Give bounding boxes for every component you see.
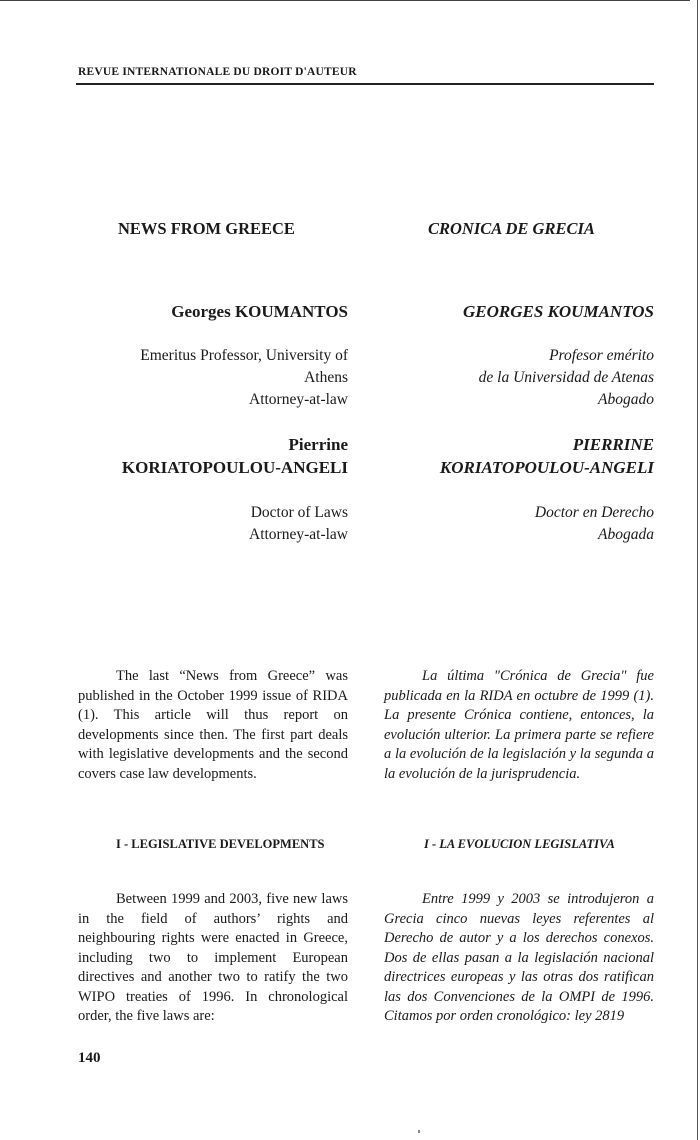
english-author1-name: Georges KOUMANTOS <box>171 302 348 321</box>
spanish-author1-affiliation <box>384 345 654 411</box>
english-section-heading: I - LEGISLATIVE DEVELOPMENTS <box>116 837 325 851</box>
author-name-line: KORIATOPOULOU-ANGELI <box>439 458 654 477</box>
page-number: 140 <box>78 1050 101 1066</box>
affiliation-line: Profesor emérito <box>549 347 654 364</box>
english-section-paragraph: Between 1999 and 2003, five new laws in the field of authors’ rights and neighbouring rights were enacted in Greece, including two to implement European directives and another two to ratify the two WIPO treaties of 1996. In chronological order, the five laws are: <box>78 891 348 1024</box>
affiliation-line: Doctor en Derecho <box>534 504 654 521</box>
spanish-title: CRONICA DE GRECIA <box>428 219 595 238</box>
english-author2-affiliation <box>78 502 348 546</box>
spanish-intro-paragraph: La última "Crónica de Grecia" fue publicada en la RIDA en octubre de 1999 (1). La presente Crónica contiene, entonces, la evolución ulterior. La primera parte se refiere a la evolución de la legislación y la segunda a la evolución de la jurisprudencia. <box>384 668 654 782</box>
author-name-line: PIERRINE <box>572 435 654 454</box>
affiliation-line: Doctor of Laws <box>250 504 348 521</box>
affiliation-line: Athens <box>304 369 348 386</box>
affiliation-line: Abogada <box>598 526 654 543</box>
scan-speck <box>418 1130 420 1133</box>
running-header: REVUE INTERNATIONALE DU DROIT D'AUTEUR <box>78 66 357 78</box>
author-name-line: KORIATOPOULOU-ANGELI <box>121 458 348 477</box>
affiliation-line: Attorney-at-law <box>249 391 348 408</box>
author-name-line: Pierrine <box>288 435 348 454</box>
scan-edge-right <box>697 0 698 1140</box>
english-author2-name <box>78 433 348 479</box>
english-title: NEWS FROM GREECE <box>118 219 295 238</box>
affiliation-line: Abogado <box>598 391 654 408</box>
spanish-section-heading: I - LA EVOLUCION LEGISLATIVA <box>424 837 615 851</box>
header-rule <box>76 83 654 85</box>
english-intro-paragraph: The last “News from Greece” was published in the October 1999 issue of RIDA (1). This article will thus report on developments since then. The first part deals with legislative developments and the second covers case law developments. <box>78 668 348 782</box>
affiliation-line: Attorney-at-law <box>249 526 348 543</box>
spanish-author2-affiliation <box>384 502 654 546</box>
scan-edge-top <box>0 0 690 1</box>
spanish-author1-name: GEORGES KOUMANTOS <box>463 302 654 321</box>
affiliation-line: Emeritus Professor, University of <box>140 347 348 364</box>
affiliation-line: de la Universidad de Atenas <box>478 369 654 386</box>
english-author1-affiliation <box>78 345 348 411</box>
spanish-author2-name <box>384 433 654 479</box>
spanish-section-paragraph: Entre 1999 y 2003 se introdujeron a Grecia cinco nuevas leyes referentes al Derecho de autor y a los derechos conexos. Dos de ellas pasan a la legislación nacional directrices europeas y las otras dos ratifican las dos Convenciones de la OMPI de 1996. Citamos por orden cronológico: ley 2819 <box>384 891 654 1024</box>
